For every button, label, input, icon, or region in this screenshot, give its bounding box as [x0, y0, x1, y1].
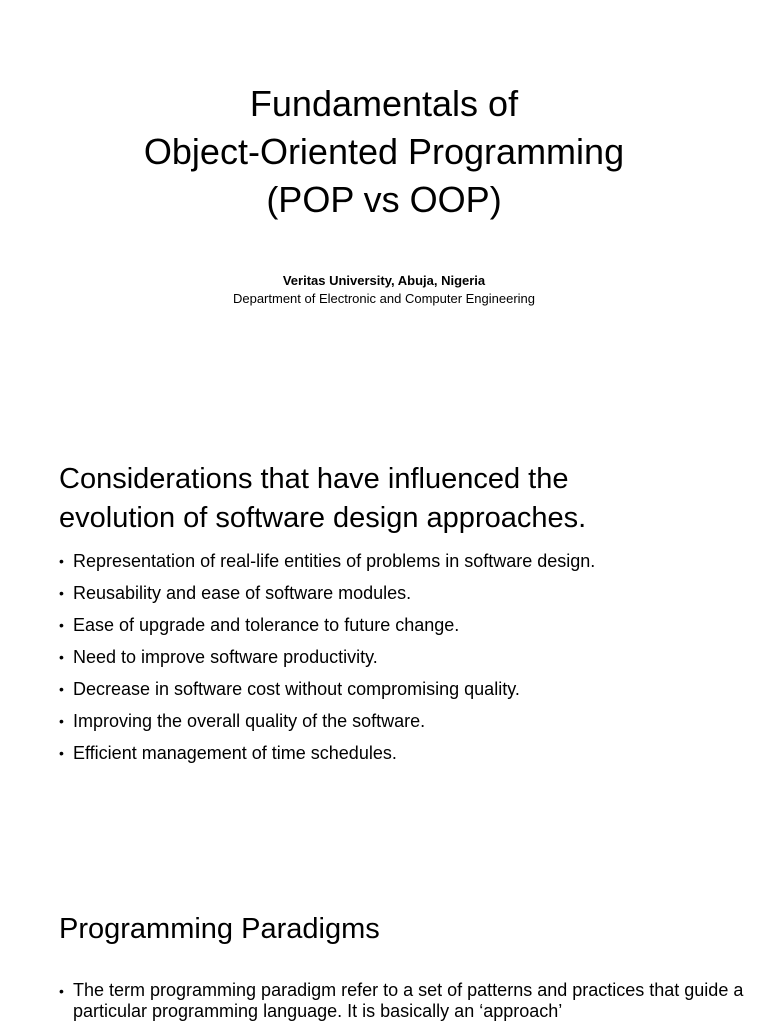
title-line: (POP vs OOP) — [266, 179, 502, 220]
list-item-text: Representation of real-life entities of problems in software design. — [73, 551, 596, 571]
heading-line: evolution of software design approaches. — [59, 502, 587, 534]
bullet-icon: • — [59, 585, 64, 601]
department-name: Department of Electronic and Computer Engineering — [232, 291, 536, 306]
list-item-text: Decrease in software cost without compromising quality. — [73, 679, 520, 699]
list-item-text: Reusability and ease of software modules. — [73, 583, 412, 603]
paradigms-slide — [0, 860, 768, 1024]
bullet-list — [59, 980, 759, 1032]
bullet-icon: • — [59, 681, 64, 697]
list-item-text: Need to improve software productivity. — [73, 647, 378, 667]
list-item — [59, 678, 759, 700]
list-item — [59, 980, 759, 1022]
list-item — [59, 646, 759, 668]
considerations-slide — [0, 420, 768, 820]
list-item-text: Efficient management of time schedules. — [73, 743, 397, 763]
bullet-list — [59, 550, 759, 774]
list-item-text: Ease of upgrade and tolerance to future change. — [73, 615, 460, 635]
list-item — [59, 742, 759, 764]
bullet-icon: • — [59, 713, 64, 729]
bullet-icon: • — [59, 745, 64, 761]
title-line: Object-Oriented Programming — [143, 131, 625, 172]
presentation-title — [0, 80, 768, 224]
list-item-text: The term programming paradigm refer to a set of patterns and practices that guide a particular programming language. It is basically an ‘approach’ — [73, 980, 744, 1021]
bullet-icon: • — [59, 617, 64, 633]
bullet-icon: • — [59, 983, 64, 999]
title-slide — [0, 0, 768, 400]
list-item — [59, 614, 759, 636]
slide-heading — [59, 460, 749, 538]
title-line: Fundamentals of — [249, 83, 519, 124]
bullet-icon: • — [59, 649, 64, 665]
presentation-subtitle — [0, 272, 768, 308]
list-item — [59, 550, 759, 572]
slide-heading: Programming Paradigms — [59, 913, 380, 945]
list-item — [59, 582, 759, 604]
list-item — [59, 710, 759, 732]
institution-name: Veritas University, Abuja, Nigeria — [282, 273, 486, 288]
bullet-icon: • — [59, 553, 64, 569]
list-item-text: Improving the overall quality of the software. — [73, 711, 426, 731]
heading-line: Considerations that have influenced the — [59, 463, 569, 495]
